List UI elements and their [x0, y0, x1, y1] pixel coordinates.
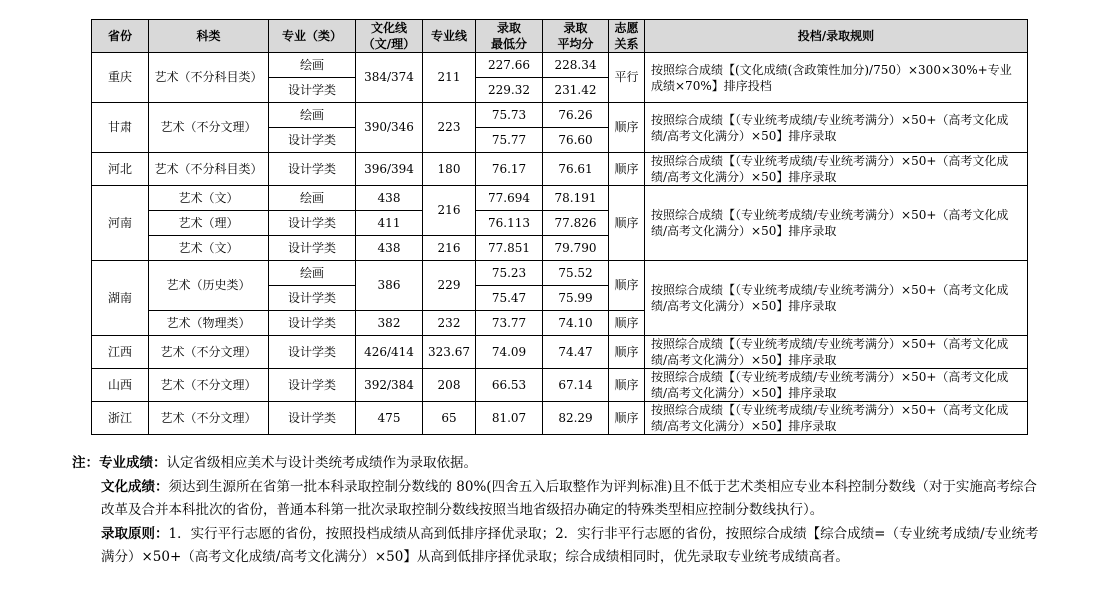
- volunteer-cell: 顺序: [609, 402, 645, 435]
- min-score-cell: 227.66: [476, 53, 543, 78]
- volunteer-cell: 顺序: [609, 261, 645, 311]
- province-cell: 浙江: [92, 402, 149, 435]
- major-cell: 绘画: [269, 186, 356, 211]
- note-major-score: [72, 452, 1047, 476]
- min-score-cell: 66.53: [476, 369, 543, 402]
- major-cell: 绘画: [269, 261, 356, 286]
- major-cell: 设计学类: [269, 336, 356, 369]
- table-row: [92, 261, 1028, 286]
- avg-score-cell: 67.14: [543, 369, 609, 402]
- avg-score-cell: 228.34: [543, 53, 609, 78]
- header-min-score: 录取 最低分: [476, 20, 543, 53]
- culture-line-cell: 386: [356, 261, 423, 311]
- notes-section: [72, 452, 1047, 570]
- rule-cell: 按照综合成绩【（专业统考成绩/专业统考满分）×50+（高考文化成绩/高考文化满分）×50】排序录取: [645, 186, 1028, 261]
- major-cell: 绘画: [269, 53, 356, 78]
- avg-score-cell: 76.61: [543, 153, 609, 186]
- avg-score-cell: 78.191: [543, 186, 609, 211]
- min-score-cell: 77.694: [476, 186, 543, 211]
- table-row: [92, 402, 1028, 435]
- table-row: [92, 369, 1028, 402]
- note-principle-text: 1．实行平行志愿的省份，按照投档成绩从高到低排序择优录取；2．实行非平行志愿的省份，按照综合成绩【综合成绩=（专业统考成绩/专业统考满分）×50+（高考文化成绩/高考文化满分）×50】从高到低排序择优录取；综合成绩相同时，优先录取专业统考成绩高者。: [101, 525, 1039, 565]
- table-header-row: [92, 20, 1028, 53]
- note-admission-principle: [72, 523, 1047, 570]
- volunteer-cell: 平行: [609, 53, 645, 103]
- admission-score-table: [91, 19, 1028, 435]
- major-cell: 设计学类: [269, 78, 356, 103]
- volunteer-cell: 顺序: [609, 369, 645, 402]
- header-major-line: 专业线: [423, 20, 476, 53]
- min-score-cell: 81.07: [476, 402, 543, 435]
- min-score-cell: 229.32: [476, 78, 543, 103]
- header-major: 专业（类）: [269, 20, 356, 53]
- major-line-cell: 211: [423, 53, 476, 103]
- avg-score-cell: 75.99: [543, 286, 609, 311]
- min-score-cell: 75.77: [476, 128, 543, 153]
- header-rule: 投档/录取规则: [645, 20, 1028, 53]
- table-row: [92, 153, 1028, 186]
- rule-cell: 按照综合成绩【（专业统考成绩/专业统考满分）×50+（高考文化成绩/高考文化满分）×50】排序录取: [645, 261, 1028, 336]
- major-line-cell: 180: [423, 153, 476, 186]
- volunteer-cell: 顺序: [609, 311, 645, 336]
- note-prefix: 注：: [72, 455, 99, 471]
- culture-line-cell: 438: [356, 236, 423, 261]
- min-score-cell: 77.851: [476, 236, 543, 261]
- major-cell: 设计学类: [269, 402, 356, 435]
- category-cell: 艺术（不分文理）: [149, 103, 269, 153]
- min-score-cell: 73.77: [476, 311, 543, 336]
- major-cell: 设计学类: [269, 211, 356, 236]
- category-cell: 艺术（物理类）: [149, 311, 269, 336]
- major-cell: 设计学类: [269, 369, 356, 402]
- avg-score-cell: 74.47: [543, 336, 609, 369]
- category-cell: 艺术（文）: [149, 236, 269, 261]
- min-score-cell: 75.47: [476, 286, 543, 311]
- volunteer-cell: 顺序: [609, 103, 645, 153]
- header-category: 科类: [149, 20, 269, 53]
- rule-cell: 按照综合成绩【（专业统考成绩/专业统考满分）×50+（高考文化成绩/高考文化满分）×50】排序录取: [645, 153, 1028, 186]
- province-cell: 江西: [92, 336, 149, 369]
- min-score-cell: 75.23: [476, 261, 543, 286]
- avg-score-cell: 82.29: [543, 402, 609, 435]
- note-culture-label: 文化成绩：: [101, 478, 169, 495]
- header-volunteer: 志愿 关系: [609, 20, 645, 53]
- avg-score-cell: 231.42: [543, 78, 609, 103]
- culture-line-cell: 426/414: [356, 336, 423, 369]
- category-cell: 艺术（不分文理）: [149, 402, 269, 435]
- avg-score-cell: 77.826: [543, 211, 609, 236]
- min-score-cell: 74.09: [476, 336, 543, 369]
- header-avg-score: 录取 平均分: [543, 20, 609, 53]
- avg-score-cell: 76.26: [543, 103, 609, 128]
- major-cell: 设计学类: [269, 286, 356, 311]
- table-row: [92, 53, 1028, 78]
- avg-score-cell: 74.10: [543, 311, 609, 336]
- min-score-cell: 76.113: [476, 211, 543, 236]
- culture-line-cell: 438: [356, 186, 423, 211]
- major-line-cell: 216: [423, 186, 476, 236]
- table-row: [92, 336, 1028, 369]
- major-line-cell: 65: [423, 402, 476, 435]
- major-line-cell: 216: [423, 236, 476, 261]
- category-cell: 艺术（不分科目类）: [149, 153, 269, 186]
- note-major-text: 认定省级相应美术与设计类统考成绩作为录取依据。: [166, 455, 477, 471]
- admission-table-container: [91, 19, 1027, 435]
- note-major-label: 专业成绩：: [99, 455, 167, 471]
- category-cell: 艺术（历史类）: [149, 261, 269, 311]
- category-cell: 艺术（不分科目类）: [149, 53, 269, 103]
- volunteer-cell: 顺序: [609, 186, 645, 261]
- culture-line-cell: 382: [356, 311, 423, 336]
- header-province: 省份: [92, 20, 149, 53]
- province-cell: 重庆: [92, 53, 149, 103]
- province-cell: 湖南: [92, 261, 149, 336]
- category-cell: 艺术（不分文理）: [149, 336, 269, 369]
- major-line-cell: 229: [423, 261, 476, 311]
- volunteer-cell: 顺序: [609, 153, 645, 186]
- rule-cell: 按照综合成绩【（专业统考成绩/专业统考满分）×50+（高考文化成绩/高考文化满分）×50】排序录取: [645, 402, 1028, 435]
- avg-score-cell: 76.60: [543, 128, 609, 153]
- major-cell: 绘画: [269, 103, 356, 128]
- culture-line-cell: 384/374: [356, 53, 423, 103]
- major-line-cell: 208: [423, 369, 476, 402]
- header-culture-line: 文化线 （文/理）: [356, 20, 423, 53]
- rule-cell: 按照综合成绩【（专业统考成绩/专业统考满分）×50+（高考文化成绩/高考文化满分）×50】排序录取: [645, 336, 1028, 369]
- major-line-cell: 223: [423, 103, 476, 153]
- min-score-cell: 76.17: [476, 153, 543, 186]
- major-cell: 设计学类: [269, 236, 356, 261]
- rule-cell: 按照综合成绩【（专业统考成绩/专业统考满分）×50+（高考文化成绩/高考文化满分）×50】排序录取: [645, 369, 1028, 402]
- province-cell: 甘肃: [92, 103, 149, 153]
- major-line-cell: 232: [423, 311, 476, 336]
- category-cell: 艺术（文）: [149, 186, 269, 211]
- major-line-cell: 323.67: [423, 336, 476, 369]
- category-cell: 艺术（不分文理）: [149, 369, 269, 402]
- avg-score-cell: 75.52: [543, 261, 609, 286]
- table-row: [92, 103, 1028, 128]
- table-row: [92, 186, 1028, 211]
- province-cell: 河北: [92, 153, 149, 186]
- min-score-cell: 75.73: [476, 103, 543, 128]
- culture-line-cell: 390/346: [356, 103, 423, 153]
- culture-line-cell: 475: [356, 402, 423, 435]
- culture-line-cell: 392/384: [356, 369, 423, 402]
- culture-line-cell: 396/394: [356, 153, 423, 186]
- category-cell: 艺术（理）: [149, 211, 269, 236]
- rule-cell: 按照综合成绩【（专业统考成绩/专业统考满分）×50+（高考文化成绩/高考文化满分）×50】排序录取: [645, 103, 1028, 153]
- major-cell: 设计学类: [269, 128, 356, 153]
- major-cell: 设计学类: [269, 311, 356, 336]
- volunteer-cell: 顺序: [609, 336, 645, 369]
- province-cell: 山西: [92, 369, 149, 402]
- note-culture-text: 须达到生源所在省第一批本科录取控制分数线的 80%(四舍五入后取整作为评判标准)且不低于艺术类相应专业本科控制分数线（对于实施高考综合改革及合并本科批次的省份，普通本科第一批次录取控制分数线按照当地省级招办确定的特殊类型相应控制分数线执行）。: [101, 478, 1037, 518]
- major-cell: 设计学类: [269, 153, 356, 186]
- note-principle-label: 录取原则：: [101, 525, 169, 542]
- avg-score-cell: 79.790: [543, 236, 609, 261]
- note-culture-score: [72, 476, 1047, 523]
- rule-cell: 按照综合成绩【(文化成绩(含政策性加分)/750）×300×30%+专业成绩×70%】排序投档: [645, 53, 1028, 103]
- province-cell: 河南: [92, 186, 149, 261]
- culture-line-cell: 411: [356, 211, 423, 236]
